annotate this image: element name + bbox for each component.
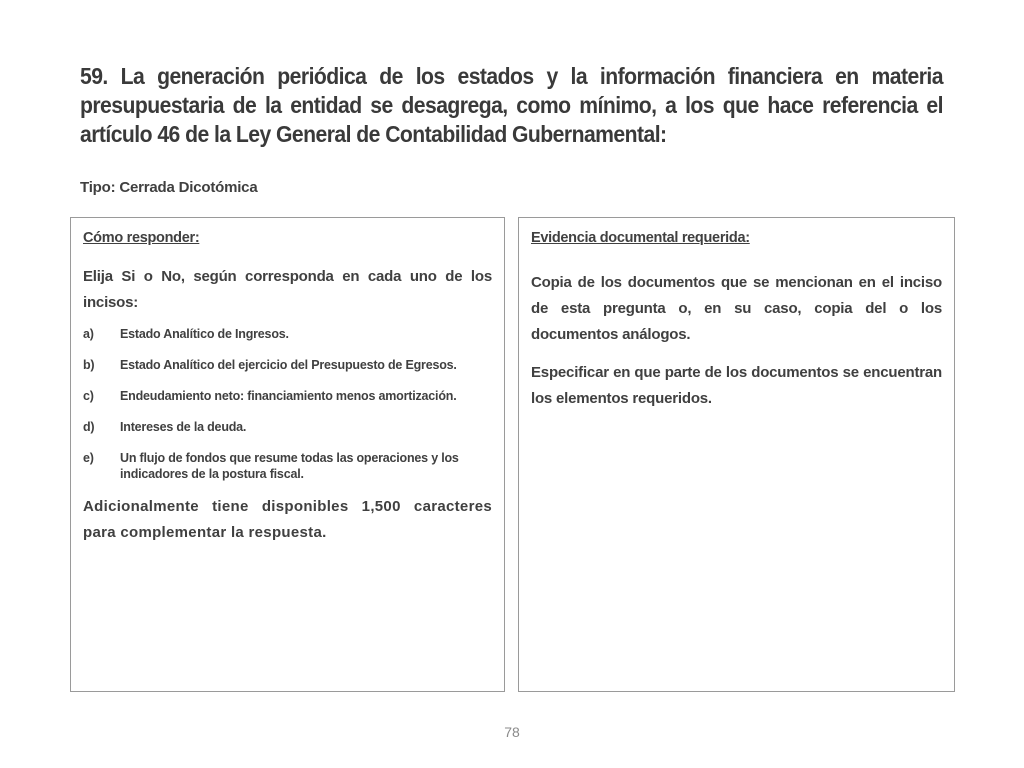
documentary-evidence-paragraph: Especificar en que parte de los documentos se encuentran los elementos requeridos. — [531, 364, 942, 407]
list-item-marker: e) — [83, 451, 94, 465]
page-number: 78 — [504, 724, 520, 740]
list-item-marker: a) — [83, 327, 94, 341]
list-item-text: Un flujo de fondos que resume todas las operaciones y los indicadores de la postura fiscal. — [120, 451, 459, 481]
how-to-answer-panel — [70, 217, 505, 692]
list-item-text: Estado Analítico del ejercicio del Presupuesto de Egresos. — [120, 358, 457, 372]
list-item — [83, 450, 492, 482]
documentary-evidence-paragraph: Copia de los documentos que se mencionan en el inciso de esta pregunta o, en su caso, copia del o los documentos análogos. — [531, 274, 942, 343]
list-item-text: Endeudamiento neto: financiamiento menos amortización. — [120, 389, 457, 403]
documentary-evidence-panel — [518, 217, 955, 692]
question-title: 59. La generación periódica de los estados y la información financiera en materia presupuestaria de la entidad se desagrega, como mínimo, a los que hace referencia el artículo 46 de la Ley General de Contabilidad Gubernamental: — [80, 63, 943, 147]
list-item-marker: d) — [83, 420, 95, 434]
list-item — [83, 326, 492, 342]
documentary-evidence-heading: Evidencia documental requerida: — [531, 230, 750, 246]
list-item-text: Estado Analítico de Ingresos. — [120, 327, 289, 341]
list-item-text: Intereses de la deuda. — [120, 420, 247, 434]
question-type: Tipo: Cerrada Dicotómica — [80, 179, 258, 196]
additional-characters-note: Adicionalmente tiene disponibles 1,500 caracteres para complementar la respuesta. — [83, 498, 492, 541]
how-to-answer-heading: Cómo responder: — [83, 230, 200, 246]
list-item-marker: c) — [83, 389, 94, 403]
list-item — [83, 419, 492, 435]
list-item-marker: b) — [83, 358, 95, 372]
how-to-answer-instruction: Elija Si o No, según corresponda en cada uno de los incisos: — [83, 268, 492, 311]
list-item — [83, 357, 492, 373]
list-item — [83, 388, 492, 404]
items-list — [83, 326, 492, 482]
